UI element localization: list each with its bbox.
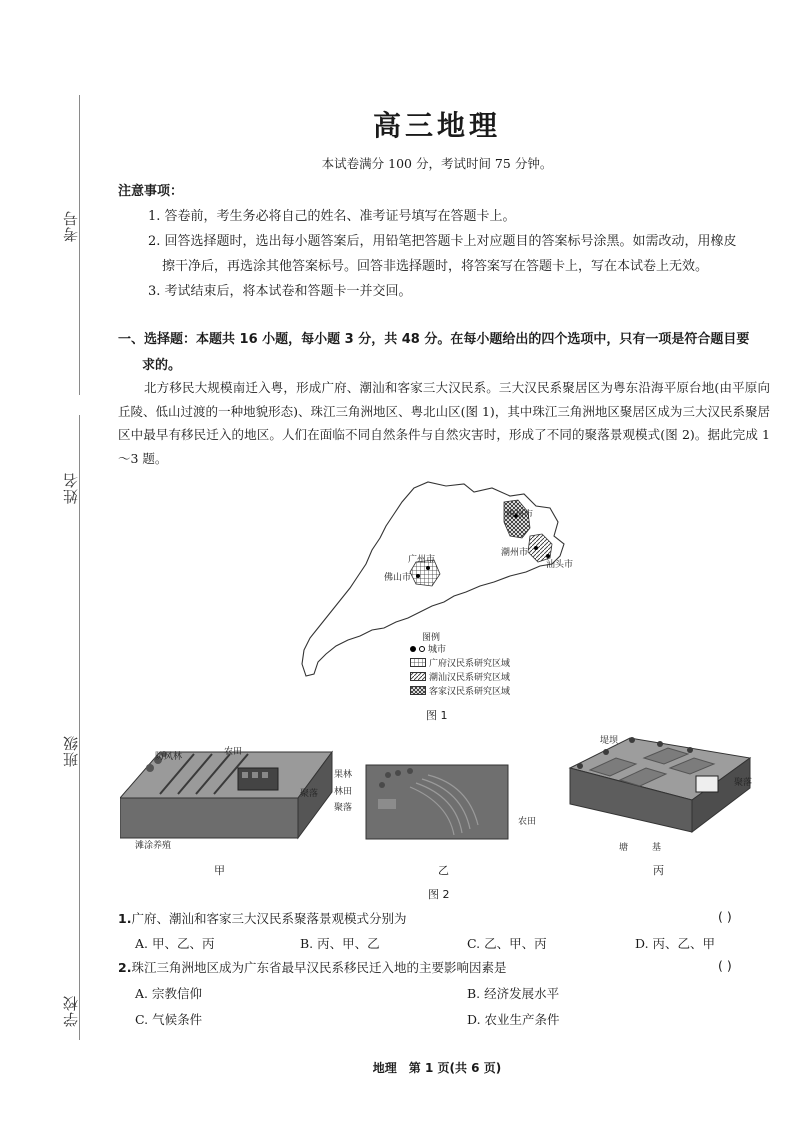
- legend-hakka: [410, 684, 510, 697]
- legend-city-label: 城市: [428, 645, 447, 655]
- section-heading: [118, 327, 768, 379]
- yi-orchard-label: 果林: [334, 770, 353, 780]
- question-1-answer-blank: ( ): [718, 909, 732, 924]
- question-2: [118, 958, 506, 976]
- jia-settlement-label: 聚落: [300, 789, 319, 799]
- page-footer: 地理 第 1 页(共 6 页): [372, 1061, 502, 1075]
- legend-city: [410, 642, 446, 655]
- city-label-guangzhou: 广州市: [408, 555, 436, 565]
- question-2-number: 2.: [118, 960, 132, 975]
- note-item-1: 1. 答卷前，考生务必将自己的姓名、准考证号填写在答题卡上。: [148, 209, 516, 224]
- legend-guangfu-label: 广府汉民系研究区域: [429, 659, 511, 669]
- bing-dike-label: 堤坝: [600, 736, 619, 746]
- chaozhou-city-marker: [534, 546, 538, 550]
- city-label-foshan: 佛山市: [384, 573, 412, 583]
- page-title: 高三地理: [372, 109, 501, 142]
- margin-class-label: 班级: [62, 735, 80, 767]
- section-heading-line2: 求的。: [142, 358, 182, 373]
- notes-list: [118, 204, 768, 304]
- question-2-option-d: D. 农业生产条件: [467, 1012, 560, 1027]
- question-1-option-a: A. 甲、乙、丙: [135, 936, 215, 951]
- note-item-3: 3. 考试结束后，将本试卷和答题卡一并交回。: [148, 284, 412, 299]
- question-1-option-d: D. 丙、乙、甲: [635, 936, 716, 951]
- legend-guangfu: [410, 656, 510, 669]
- landscape-yi-block: [358, 755, 518, 847]
- city-label-chaozhou: 潮州市: [501, 548, 529, 558]
- yi-label: 乙: [438, 864, 449, 877]
- landscape-bing-block: [560, 728, 756, 840]
- exam-subtitle: 本试卷满分 100 分，考试时间 75 分钟。: [321, 156, 553, 171]
- question-1: [118, 909, 406, 927]
- question-2-option-a: A. 宗教信仰: [135, 986, 202, 1001]
- note-item-2: 2. 回答选择题时，选出每小题答案后，用铅笔把答题卡上对应题目的答案标号涂黑。如需改动，用橡皮: [148, 234, 737, 249]
- jia-label: 甲: [214, 864, 225, 877]
- city-label-meizhou: 梅州市: [506, 510, 534, 520]
- margin-exam-no-label: 考号: [62, 210, 80, 242]
- figure1-caption: 图 1: [426, 709, 448, 722]
- city-ring-icon: [419, 646, 425, 652]
- legend-chaoshan-label: 潮汕汉民系研究区域: [429, 673, 511, 683]
- city-label-shantou: 汕头市: [546, 560, 574, 570]
- guangzhou-city-marker: [426, 566, 430, 570]
- question-1-option-b: B. 丙、甲、乙: [300, 936, 380, 951]
- question-2-stem: 珠江三角洲地区成为广东省最早汉民系移民迁入地的主要影响因素是: [131, 960, 507, 975]
- legend-title: 图例: [422, 633, 441, 643]
- question-2-option-b: B. 经济发展水平: [467, 986, 560, 1001]
- bing-settlement-label: 聚落: [734, 778, 753, 788]
- question-2-option-c: C. 气候条件: [135, 1012, 203, 1027]
- yi-settlement-label: 聚落: [334, 803, 353, 813]
- yi-farmland-label: 农田: [518, 817, 537, 827]
- margin-name-label: 姓名: [62, 472, 80, 504]
- margin-school-label: 学校: [62, 995, 80, 1027]
- city-dot-icon: [410, 646, 416, 652]
- reading-passage: 北方移民大规模南迁入粤，形成广府、潮汕和客家三大汉民系。三大汉民系聚居区为粤东沿海平原台地(由平原向丘陵、低山过渡的一种地貌形态)、珠江三角洲地区、粤北山区(图 1)，其中珠江三角洲地区聚居区成为三大汉民系聚居区中最早有移民迁入的地区。人们在面临不同自然条件与自然灾害时，形成了不同的聚落景观模式(图 2)。据此完成 1～3 题。: [118, 380, 770, 466]
- legend-chaoshan: [410, 670, 510, 683]
- notes-heading: 注意事项：: [118, 184, 184, 199]
- jia-windbreak-label: 防风林: [155, 752, 183, 762]
- question-1-number: 1.: [118, 911, 132, 926]
- jia-beach-label: 滩涂养殖: [135, 841, 172, 851]
- binding-line-middle: [79, 415, 80, 645]
- question-1-stem: 广府、潮汕和客家三大汉民系聚落景观模式分别为: [131, 911, 407, 926]
- crosshatch-pattern-icon: [410, 686, 426, 695]
- yi-forest-label: 林田: [334, 787, 353, 797]
- grid-pattern-icon: [410, 658, 426, 667]
- note-item-2-continued: 擦干净后，再选涂其他答案标号。回答非选择题时，将答案写在答题卡上，写在本试卷上无效。: [162, 259, 709, 274]
- section-heading-line1: 一、选择题：本题共 16 小题，每小题 3 分，共 48 分。在每小题给出的四个选项中，只有一项是符合题目要: [118, 332, 750, 347]
- legend-hakka-label: 客家汉民系研究区域: [429, 687, 511, 697]
- question-1-option-c: C. 乙、甲、丙: [467, 936, 547, 951]
- bing-pond-label: 塘: [619, 843, 629, 853]
- foshan-city-marker: [416, 574, 420, 578]
- jia-farmland-label: 农田: [224, 747, 243, 757]
- question-2-answer-blank: ( ): [718, 958, 732, 973]
- bing-base-label: 基: [652, 843, 662, 853]
- bing-label: 丙: [653, 864, 664, 877]
- diagonal-pattern-icon: [410, 672, 426, 681]
- figure2-caption: 图 2: [428, 888, 450, 901]
